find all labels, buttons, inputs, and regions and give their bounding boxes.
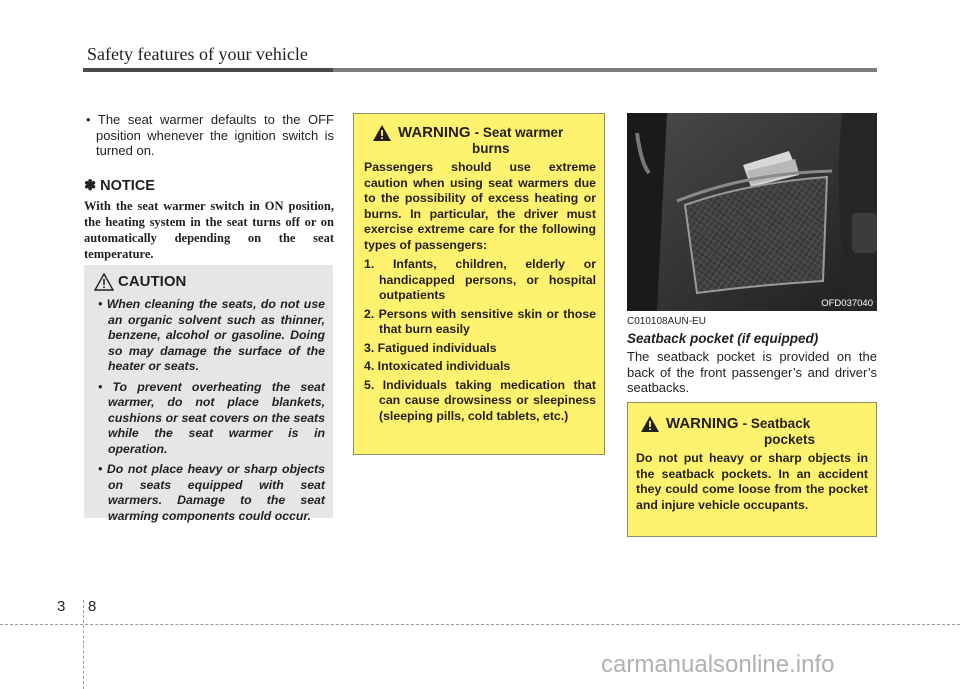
warning-item: 3. Fatigued individuals — [364, 340, 497, 355]
section-code: C010108AUN-EU — [627, 316, 706, 327]
caution-header — [94, 273, 325, 291]
footer-divider — [83, 600, 84, 689]
warning-triangle-icon — [640, 415, 660, 433]
page-number: 8 — [88, 598, 97, 615]
page-chapter: 3 — [57, 598, 66, 615]
warning-triangle-icon — [372, 124, 392, 142]
warning-header — [364, 124, 596, 142]
warning-title: WARNING - Seatback — [666, 415, 811, 432]
right-column — [627, 314, 877, 396]
header-rule-accent — [83, 68, 333, 72]
caution-title: CAUTION — [118, 273, 187, 290]
warning-item: 2. Persons with sensitive skin or those that burn easily — [364, 306, 596, 336]
caution-item: • When cleaning the seats, do not use an organic solvent such as thinner, benzene, alcohol or gasoline. Doing so may damage the surface of the heater or seats. — [98, 297, 325, 373]
seatback-pocket-photo — [627, 113, 877, 311]
watermark: carmanualsonline.info — [601, 651, 835, 678]
seat-warmer-bullet: • The seat warmer defaults to the OFF position whenever the ignition switch is turned on. — [86, 112, 335, 158]
footer-rule — [0, 624, 960, 625]
warning-header — [636, 415, 868, 433]
caution-item: • Do not place heavy or sharp objects on seats equipped with seat warmers. Damage to the seat warming components could occur. — [98, 462, 325, 523]
warning-subtitle: burns — [472, 141, 510, 156]
warning-intro: Passengers should use extreme caution when using seat warmers due to the possibility of excess heating or burns. In particular, the driver must exercise extreme care for the following types of passengers: — [364, 160, 596, 252]
section-title: Seatback pocket (if equipped) — [627, 331, 819, 346]
caution-box — [84, 265, 333, 523]
warning-subtitle: pockets — [764, 432, 816, 447]
left-column — [84, 112, 334, 262]
warning-item: 4. Intoxicated individuals — [364, 359, 511, 373]
warning-seat-warmer-box — [353, 113, 605, 455]
caution-list — [94, 297, 325, 524]
page-header-title: Safety features of your vehicle — [87, 44, 308, 64]
section-body: The seatback pocket is provided on the back of the front passenger’s and driver’s seatbacks. — [627, 349, 877, 395]
warning-seatback-pockets-box — [627, 402, 877, 537]
notice-body: With the seat warmer switch in ON position, the heating system in the seat turns off or on automatically depending on the seat temperature. — [84, 198, 334, 261]
warning-item: 5. Individuals taking medication that can cause drowsiness or sleepiness (sleeping pills, cold tablets, etc.) — [364, 377, 596, 423]
warning-item: 1. Infants, children, elderly or handicapped persons, or hospital outpatients — [364, 257, 596, 302]
caution-triangle-icon — [94, 273, 114, 291]
seatback-pocket-illustration — [627, 113, 877, 311]
notice-title: ✽ NOTICE — [84, 177, 155, 194]
warning-list — [364, 257, 596, 424]
warning-body: Do not put heavy or sharp objects in the seatback pockets. In an accident they could come loose from the pocket and injure vehicle occupants. — [636, 451, 868, 512]
warning-title: WARNING - Seat warmer — [398, 124, 564, 141]
photo-code: OFD037040 — [821, 298, 873, 309]
caution-item: • To prevent overheating the seat warmer, do not place blankets, cushions or seat covers on the seats while the seat warmer is in operation. — [98, 379, 325, 456]
